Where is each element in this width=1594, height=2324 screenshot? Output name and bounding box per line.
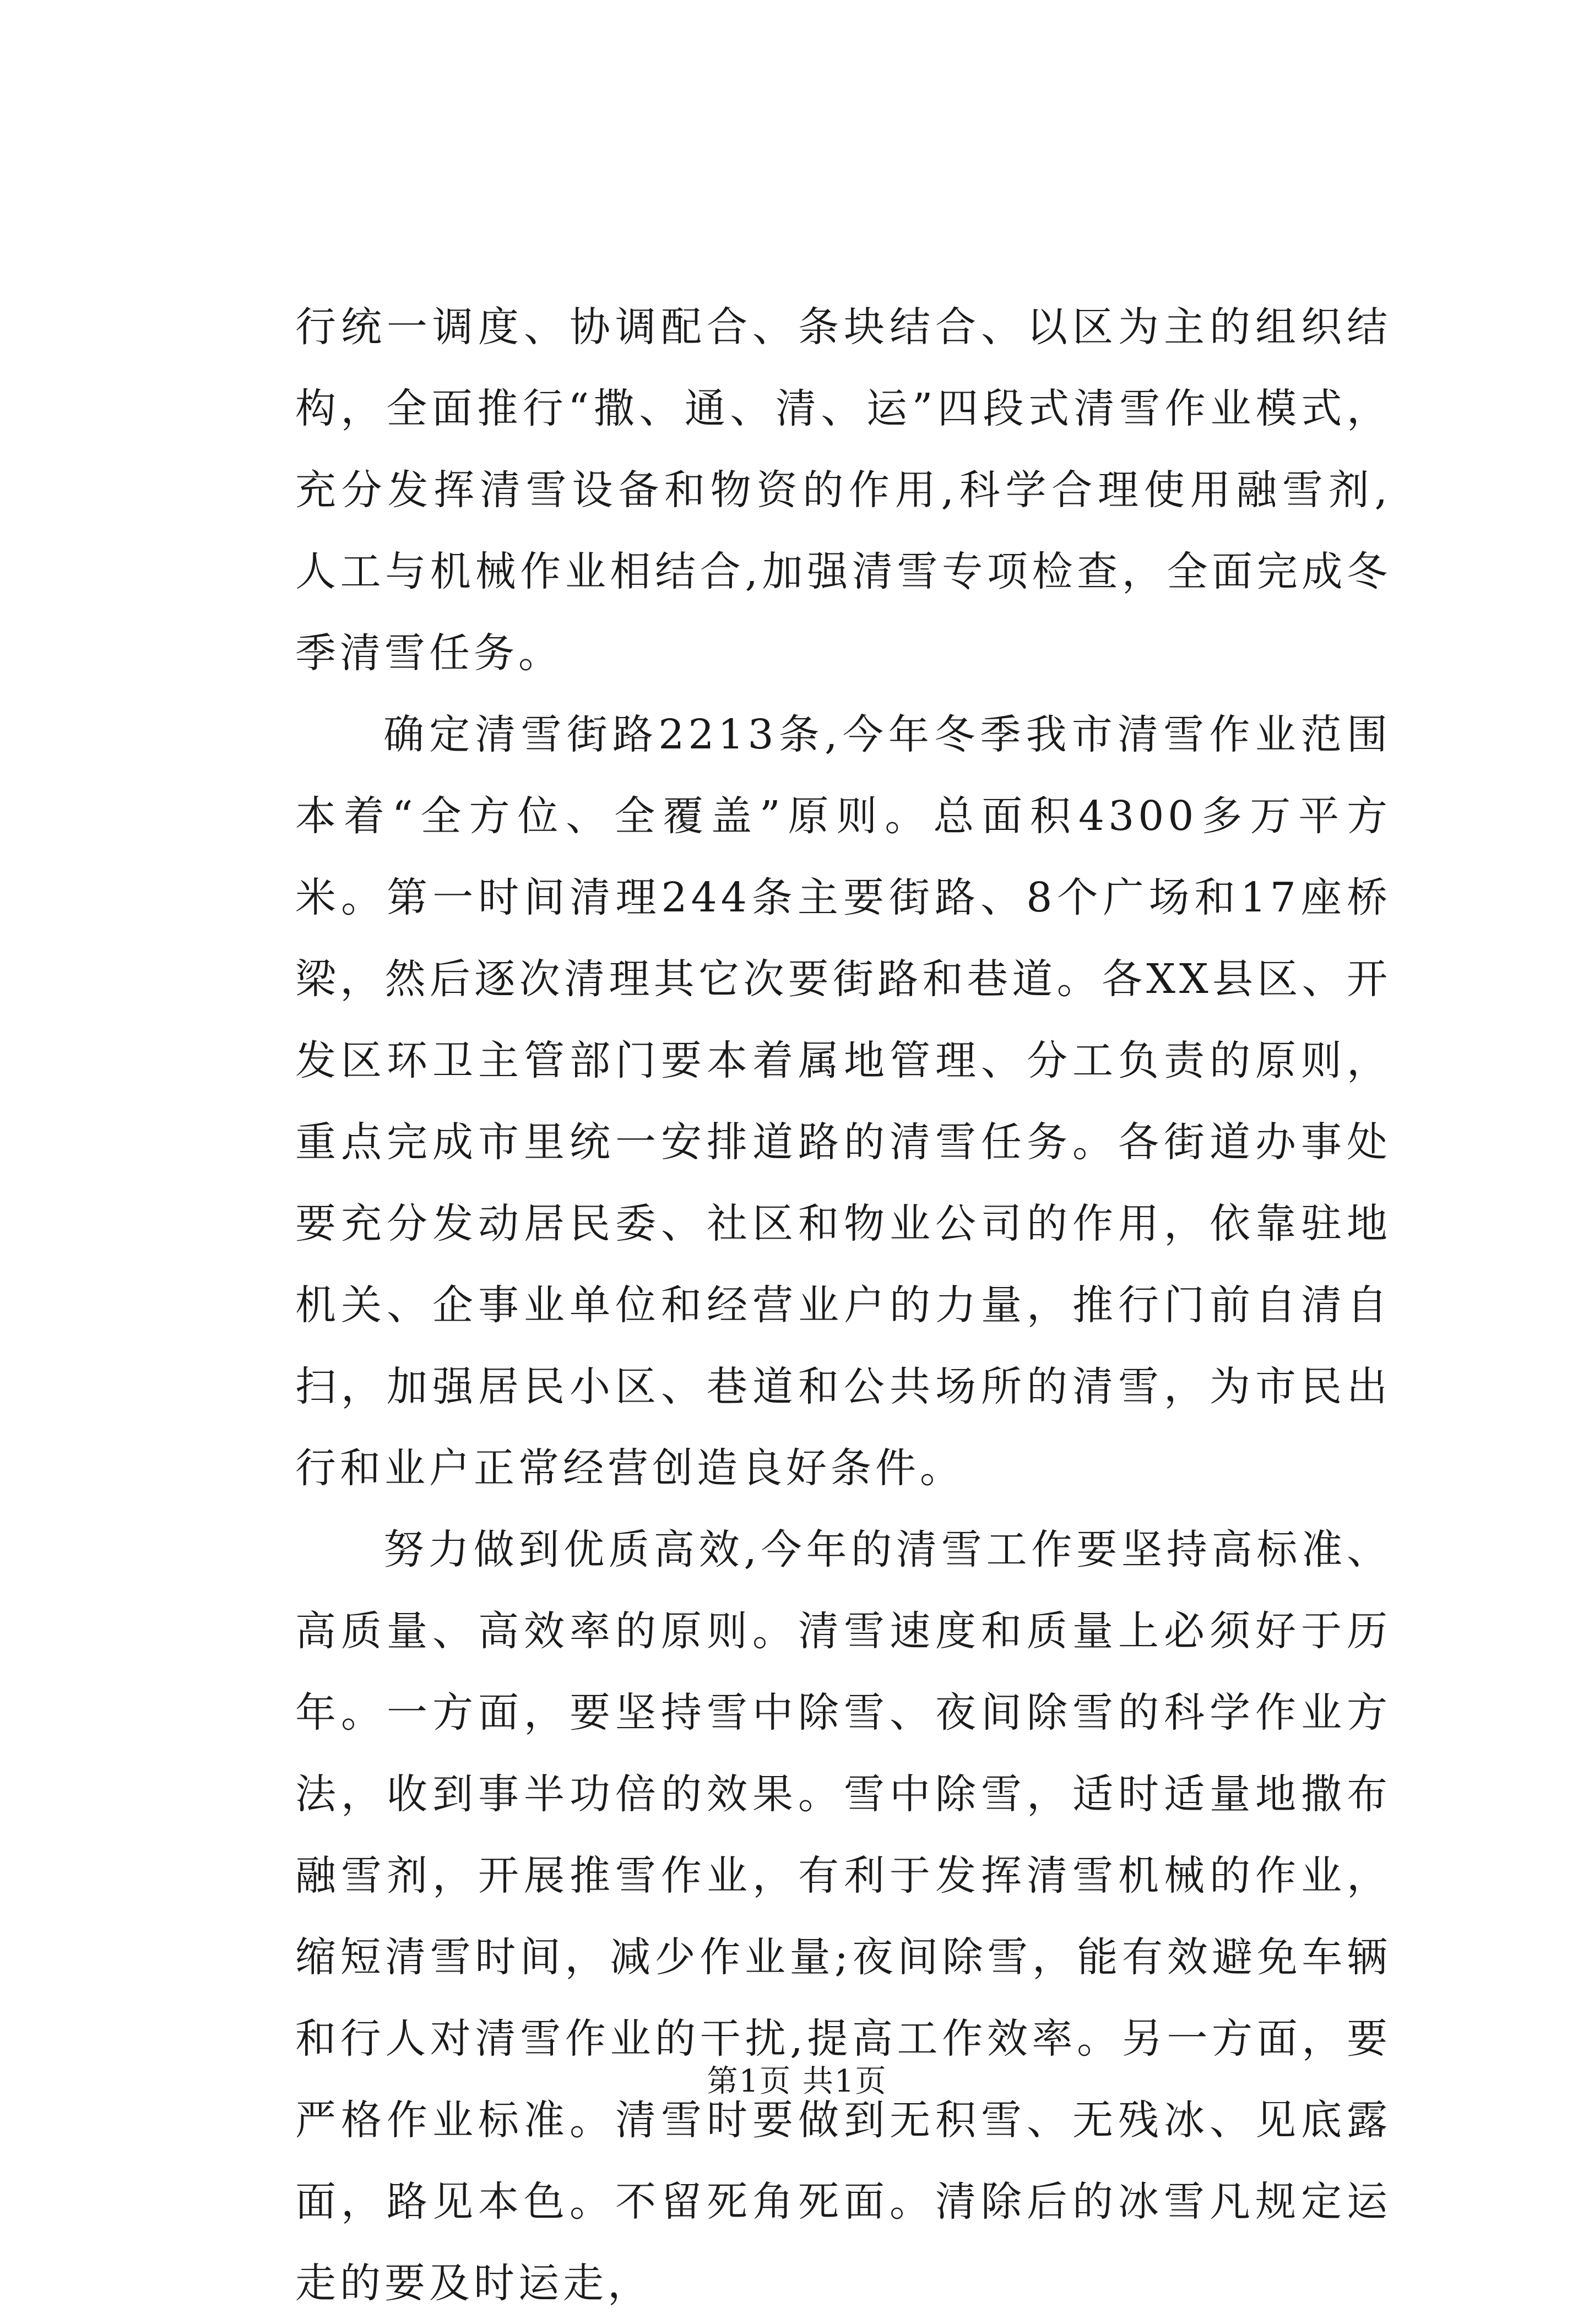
paragraph-snow-roads: 确定清雪街路2213条,今年冬季我市清雪作业范围本着“全方位、全覆盖”原则。总面积4300多万平方米。第一时间清理244条主要街路、8个广场和17座桥梁，然后逐次清理其它次要街路和巷道。各XX县区、开发区环卫主管部门要本着属地管理、分工负责的原则，重点完成市里统一安排道路的清雪任务。各街道办事处要充分发动居民委、社区和物业公司的作用，依靠驻地机关、企事业单位和经营业户的力量，推行门前自清自扫，加强居民小区、巷道和公共场所的清雪，为市民出行和业户正常经营创造良好条件。 (295, 711, 1391, 1492)
page-footer: 第1页 共1页 (707, 2064, 887, 2099)
paragraph-quality-efficiency: 努力做到优质高效,今年的清雪工作要坚持高标准、高质量、高效率的原则。清雪速度和质量上必须好于历年。一方面，要坚持雪中除雪、夜间除雪的科学作业方法，收到事半功倍的效果。雪中除雪，适时适量地撒布融雪剂，开展推雪作业，有利于发挥清雪机械的作业，缩短清雪时间，减少作业量;夜间除雪，能有效避免车辆和行人对清雪作业的干扰,提高工作效率。另一方面，要严格作业标准。清雪时要做到无积雪、无残冰、见底露面，路见本色。不留死角死面。清除后的冰雪凡规定运走的要及时运走， (295, 1526, 1391, 2307)
document-body (295, 286, 1391, 2324)
paragraph-continuation: 行统一调度、协调配合、条块结合、以区为主的组织结构，全面推行“撒、通、清、运”四段式清雪作业模式，充分发挥清雪设备和物资的作用,科学合理使用融雪剂,人工与机械作业相结合,加强清雪专项检查，全面完成冬季清雪任务。 (295, 303, 1391, 677)
